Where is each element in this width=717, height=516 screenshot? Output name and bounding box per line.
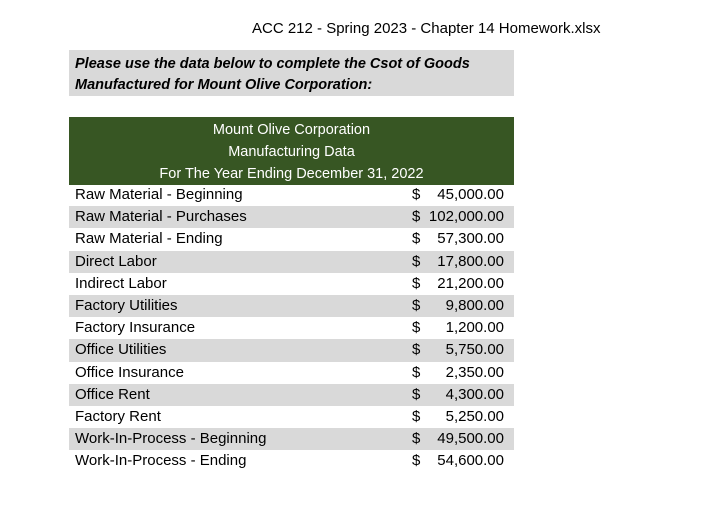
table-row [69,450,514,472]
row-label: Factory Rent [75,407,161,425]
row-amount: 102,000.00 [428,208,504,226]
row-label: Work-In-Process - Ending [75,452,247,470]
currency-symbol: $ [412,208,421,226]
row-label: Factory Insurance [75,319,196,337]
table-row [69,428,514,450]
row-label: Raw Material - Purchases [75,208,247,226]
table-row [69,184,514,206]
currency-symbol: $ [412,385,421,403]
table-row [69,384,514,406]
currency-symbol: $ [412,230,421,248]
row-amount: 9,800.00 [445,296,504,314]
row-label: Work-In-Process - Beginning [75,430,267,448]
row-label: Factory Utilities [75,296,178,314]
currency-symbol: $ [412,319,421,337]
data-table [69,184,514,472]
document-filename: ACC 212 - Spring 2023 - Chapter 14 Homework.xlsx [252,20,601,37]
row-label: Office Utilities [75,341,167,359]
row-label: Direct Labor [75,252,157,270]
currency-symbol: $ [412,407,421,425]
table-row [69,295,514,317]
table-period: For The Year Ending December 31, 2022 [159,166,424,182]
row-label: Office Insurance [75,363,184,381]
row-label: Raw Material - Ending [75,230,223,248]
row-amount: 17,800.00 [437,252,504,270]
table-row [69,228,514,250]
table-row [69,251,514,273]
row-amount: 45,000.00 [437,186,504,203]
table-row [69,273,514,295]
table-header [69,117,514,185]
currency-symbol: $ [412,363,421,381]
table-row [69,317,514,339]
currency-symbol: $ [412,452,421,470]
row-amount: 49,500.00 [437,430,504,448]
row-amount: 4,300.00 [445,385,504,403]
row-amount: 57,300.00 [437,230,504,248]
row-label: Indirect Labor [75,274,167,292]
currency-symbol: $ [412,186,421,203]
instructions-line-2: Manufactured for Mount Olive Corporation: [75,77,373,93]
company-name: Mount Olive Corporation [212,122,371,138]
currency-symbol: $ [412,252,421,270]
table-subtitle: Manufacturing Data [228,144,355,160]
row-amount: 21,200.00 [437,274,504,292]
row-amount: 54,600.00 [437,452,504,470]
table-row [69,406,514,428]
row-label: Office Rent [75,385,150,403]
row-amount: 5,750.00 [445,341,504,359]
table-row [69,339,514,361]
table-row [69,206,514,228]
row-amount: 5,250.00 [445,407,504,425]
table-row [69,362,514,384]
row-label: Raw Material - Beginning [75,186,243,203]
currency-symbol: $ [412,341,421,359]
instructions-line-1: Please use the data below to complete the Csot of Goods [75,56,470,72]
currency-symbol: $ [412,274,421,292]
currency-symbol: $ [412,430,421,448]
row-amount: 1,200.00 [445,319,504,337]
row-amount: 2,350.00 [445,363,504,381]
currency-symbol: $ [412,296,421,314]
instructions-box [69,50,514,96]
